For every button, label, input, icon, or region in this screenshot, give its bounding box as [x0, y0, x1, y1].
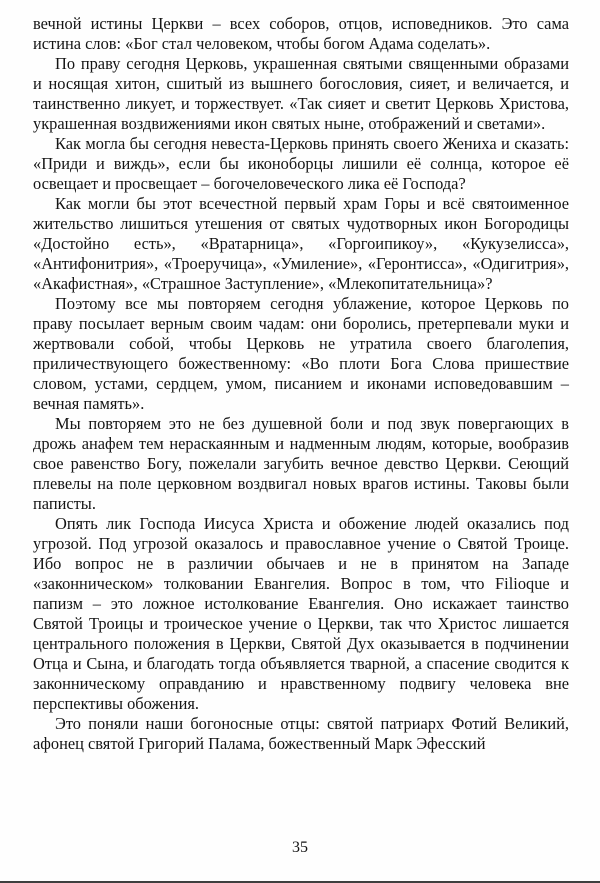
paragraph: Как могла бы сегодня невеста-Церковь принять своего Жениха и сказать: «Приди и виждь», если бы иконоборцы лишили её солнца, которое её освещает и просвещает – богочеловеческого лика её Господа?	[33, 134, 569, 193]
paragraph: вечной истины Церкви – всех соборов, отцов, исповедников. Это сама истина слов: «Бог стал человеком, чтобы богом Адама соделать».	[33, 14, 569, 53]
page-text	[33, 14, 569, 754]
paragraph: Опять лик Господа Иисуса Христа и обожение людей оказались под угрозой. Под угрозой оказалось и православное учение о Святой Троице. Ибо вопрос не в различии обычаев и не в принятом на Западе «законническом» толковании Евангелия. Вопрос в том, что Filioque и папизм – это ложное истолкование Евангелия. Оно искажает таинство Святой Троицы и троическое учение о Церкви, так что Христос лишается центрального положения в Церкви, Святой Дух оказывается в подчинении Отца и Сына, и благодать тогда объявляется тварной, а спасение сводится к законническому оправданию и нравственному подвигу человека вне перспективы обожения.	[33, 514, 569, 713]
page-number: 35	[292, 839, 308, 856]
paragraph: Поэтому все мы повторяем сегодня ублажение, которое Церковь по праву посылает верным своим чадам: они боролись, претерпевали муки и жертвовали собой, чтобы Церковь не утратила своего благолепия, приличествующего божественному: «Во плоти Бога Слова пришествие словом, устами, сердцем, умом, писанием и иконами исповедовавшим – вечная память».	[33, 294, 569, 413]
paragraph: Мы повторяем это не без душевной боли и под звук повергающих в дрожь анафем тем нераскаянным и надменным людям, которые, вообразив свое равенство Богу, пожелали загубить вечное девство Церкви. Сеющий плевелы на поле церковном воздвигал новых врагов истины. Таковы были паписты.	[33, 414, 569, 513]
paragraph: По праву сегодня Церковь, украшенная святыми священными образами и носящая хитон, сшитый из вышнего богословия, сияет, и величается, и таинственно ликует, и торжествует. «Так сияет и светит Церковь Христова, украшенная воздвижениями икон святых ныне, отображений и светами».	[33, 54, 569, 133]
paragraph: Это поняли наши богоносные отцы: святой патриарх Фотий Великий, афонец святой Григорий Палама, божественный Марк Эфесский	[33, 714, 569, 753]
paragraph: Как могли бы этот всечестной первый храм Горы и всё святоименное жительство лишиться утешения от святых чудотворных икон Богородицы «Достойно есть», «Вратарница», «Горгоипикоу», «Кукузелисса», «Антифонитрия», «Троеручица», «Умиление», «Геронтисса», «Одигитрия», «Акафистная», «Страшное Заступление», «Млекопитательница»?	[33, 194, 569, 293]
